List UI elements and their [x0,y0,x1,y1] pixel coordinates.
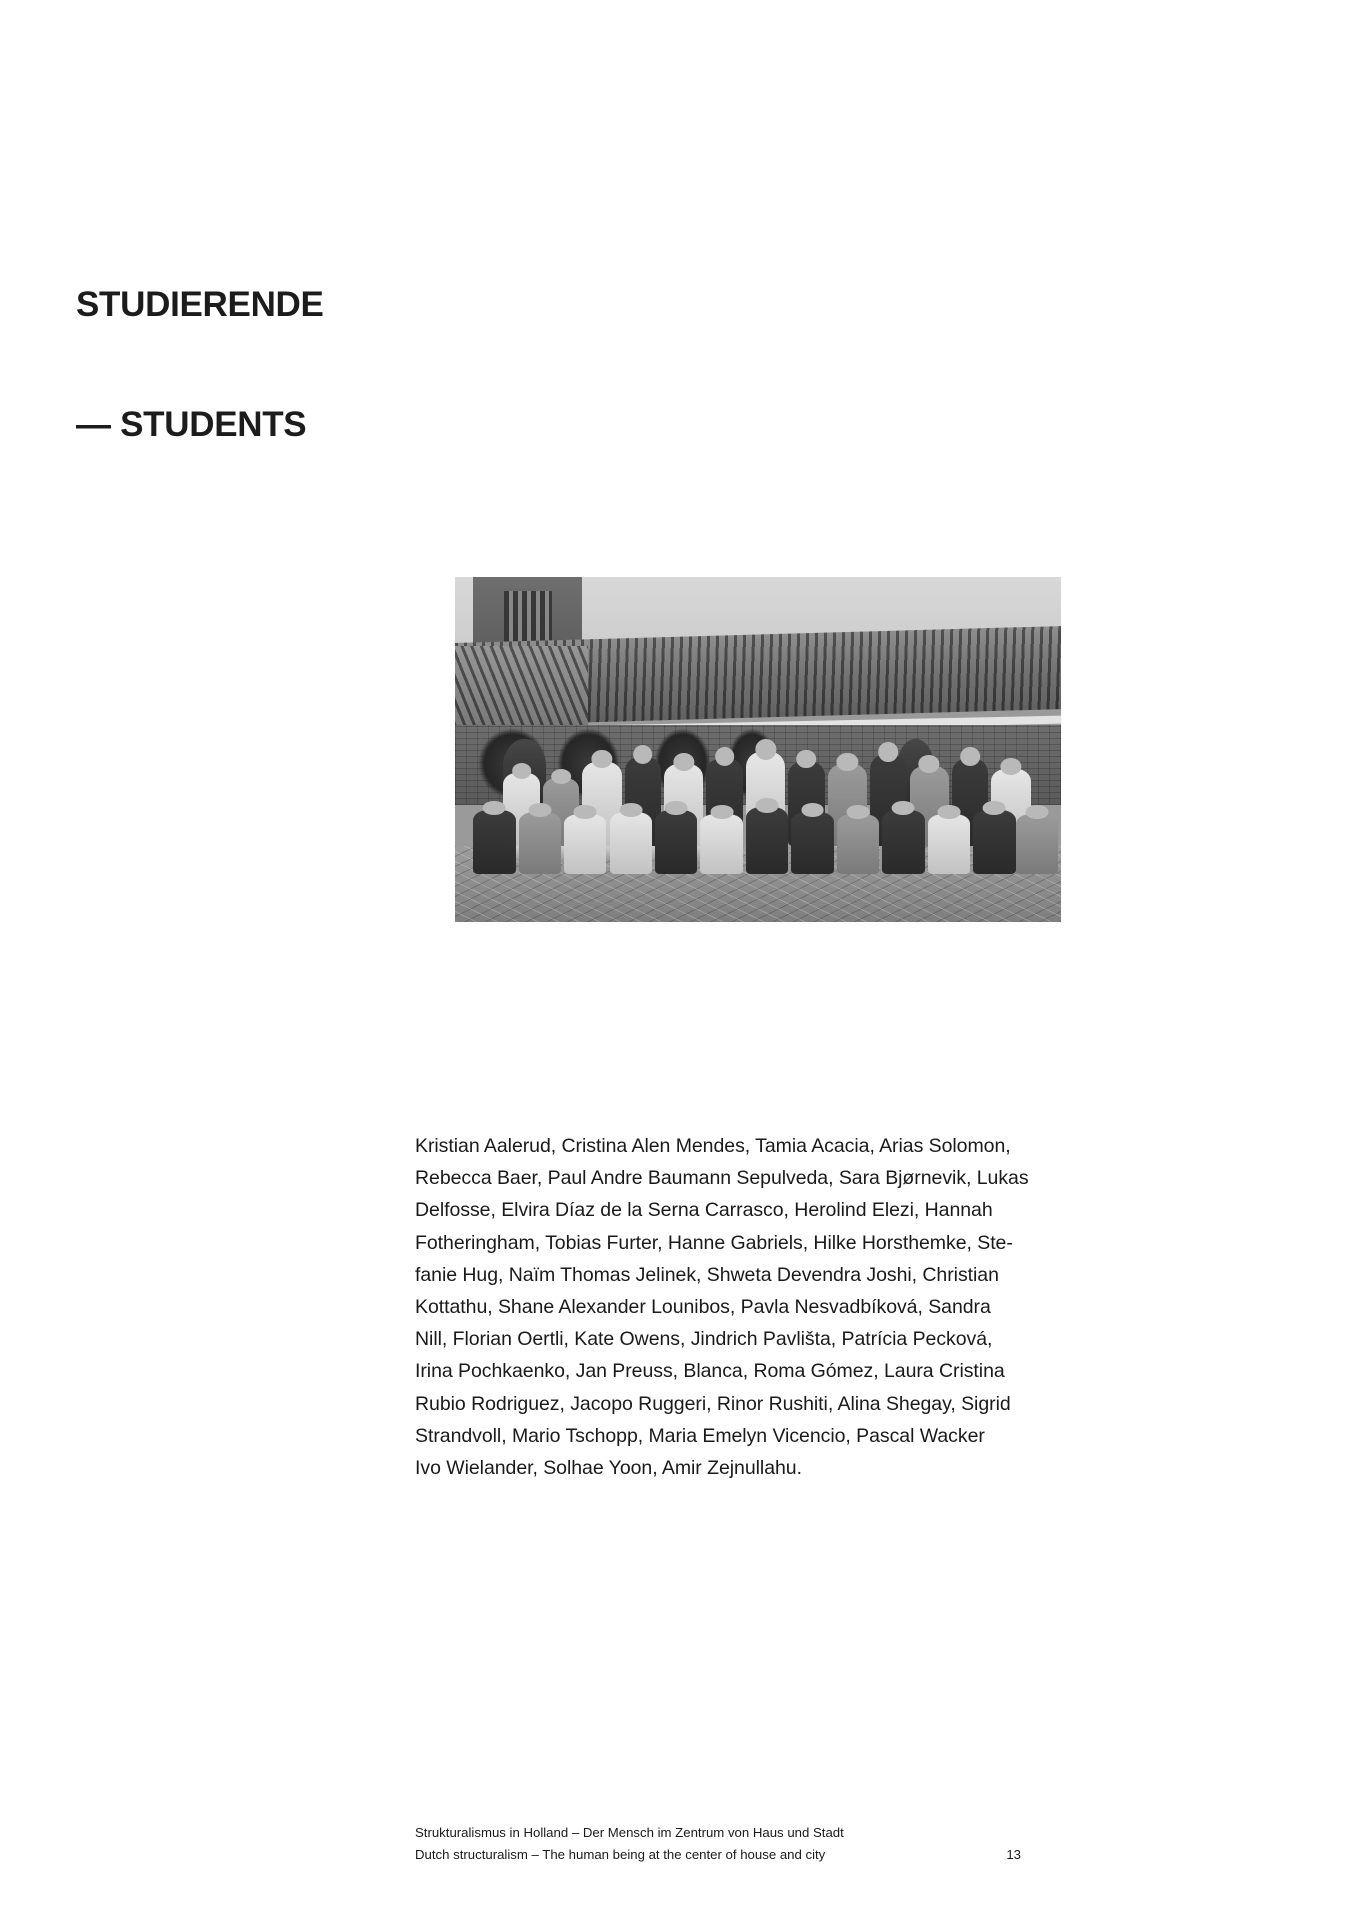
student-names-line: Strandvoll, Mario Tschopp, Maria Emelyn Vicencio, Pascal Wacker [415,1424,985,1447]
photo-person-head [1025,805,1048,818]
student-names-line: Fotheringham, Tobias Furter, Hanne Gabriels, Hilke Horsthemke, Ste- [415,1231,1013,1254]
student-names-line: Delfosse, Elvira Díaz de la Serna Carrasco, Herolind Elezi, Hannah [415,1199,993,1222]
photo-person [564,814,606,874]
footer-title-english: Dutch structuralism – The human being at the center of house and city [415,1847,826,1862]
photo-person [973,810,1015,874]
page-title [76,205,324,524]
photo-person-head [673,753,694,771]
photo-person [473,810,515,874]
photo-person-head [937,805,960,818]
photo-person-head [665,801,688,815]
photo-person [791,812,833,874]
photo-person [746,807,788,873]
photo-image [455,577,1061,922]
photo-tiled-roof-left [455,646,588,729]
student-names-line: Kottathu, Shane Alexander Lounibos, Pavla Nesvadbíková, Sandra [415,1296,991,1319]
student-names-line: Rebecca Baer, Paul Andre Baumann Sepulveda, Sara Bjørnevik, Lukas [415,1167,1029,1190]
photo-person-head [619,803,642,817]
photo-person [610,812,652,874]
page-title-english: — STUDENTS [76,404,307,444]
photo-person-head [878,742,898,762]
footer-row-english [415,1844,1021,1866]
photo-person-head [710,805,733,818]
photo-person [655,810,697,874]
student-names-list [415,1130,1029,1484]
photo-person-head [633,745,653,765]
photo-person [700,814,742,874]
photo-person [519,812,561,874]
footer-title-german: Strukturalismus in Holland – Der Mensch im Zentrum von Haus und Stadt [415,1825,844,1840]
footer-row-german [415,1822,1021,1844]
photo-person-head [797,750,817,769]
page-title-german: STUDIERENDE [76,285,324,325]
page-number: 13 [1006,1847,1021,1862]
page-footer [415,1822,1021,1866]
photo-person-head [756,798,779,813]
photo-person [882,810,924,874]
student-names-line: Rubio Rodriguez, Jacopo Ruggeri, Rinor Rushiti, Alina Shegay, Sigrid [415,1392,1011,1415]
student-names-line: Nill, Florian Oertli, Kate Owens, Jindrich Pavlišta, Patrícia Pecková, [415,1328,993,1351]
photo-person-head [528,803,551,817]
student-names-line: Kristian Aalerud, Cristina Alen Mendes, Tamia Acacia, Arias Solomon, [415,1135,1011,1157]
photo-person-head [591,750,612,769]
photo-person-head [755,739,776,760]
photo-person [928,814,970,874]
photo-person-head [960,747,980,766]
student-names-line: fanie Hug, Naïm Thomas Jelinek, Shweta Devendra Joshi, Christian [415,1263,999,1286]
student-names-line: Irina Pochkaenko, Jan Preuss, Blanca, Roma Gómez, Laura Cristina [415,1360,1005,1383]
photo-crowd-front-row [455,770,1061,874]
photo-person-head [574,805,597,818]
photo-person-head [801,803,824,817]
photo-person-head [837,753,858,771]
photo-person-head [847,805,870,818]
photo-person [837,814,879,874]
students-group-photo [455,577,1061,922]
photo-person [1016,814,1058,874]
photo-person-head [983,801,1006,815]
student-names-line: Ivo Wielander, Solhae Yoon, Amir Zejnullahu. [415,1457,802,1480]
photo-person-head [483,801,506,815]
photo-person-head [715,747,735,766]
photo-person-head [892,801,915,815]
